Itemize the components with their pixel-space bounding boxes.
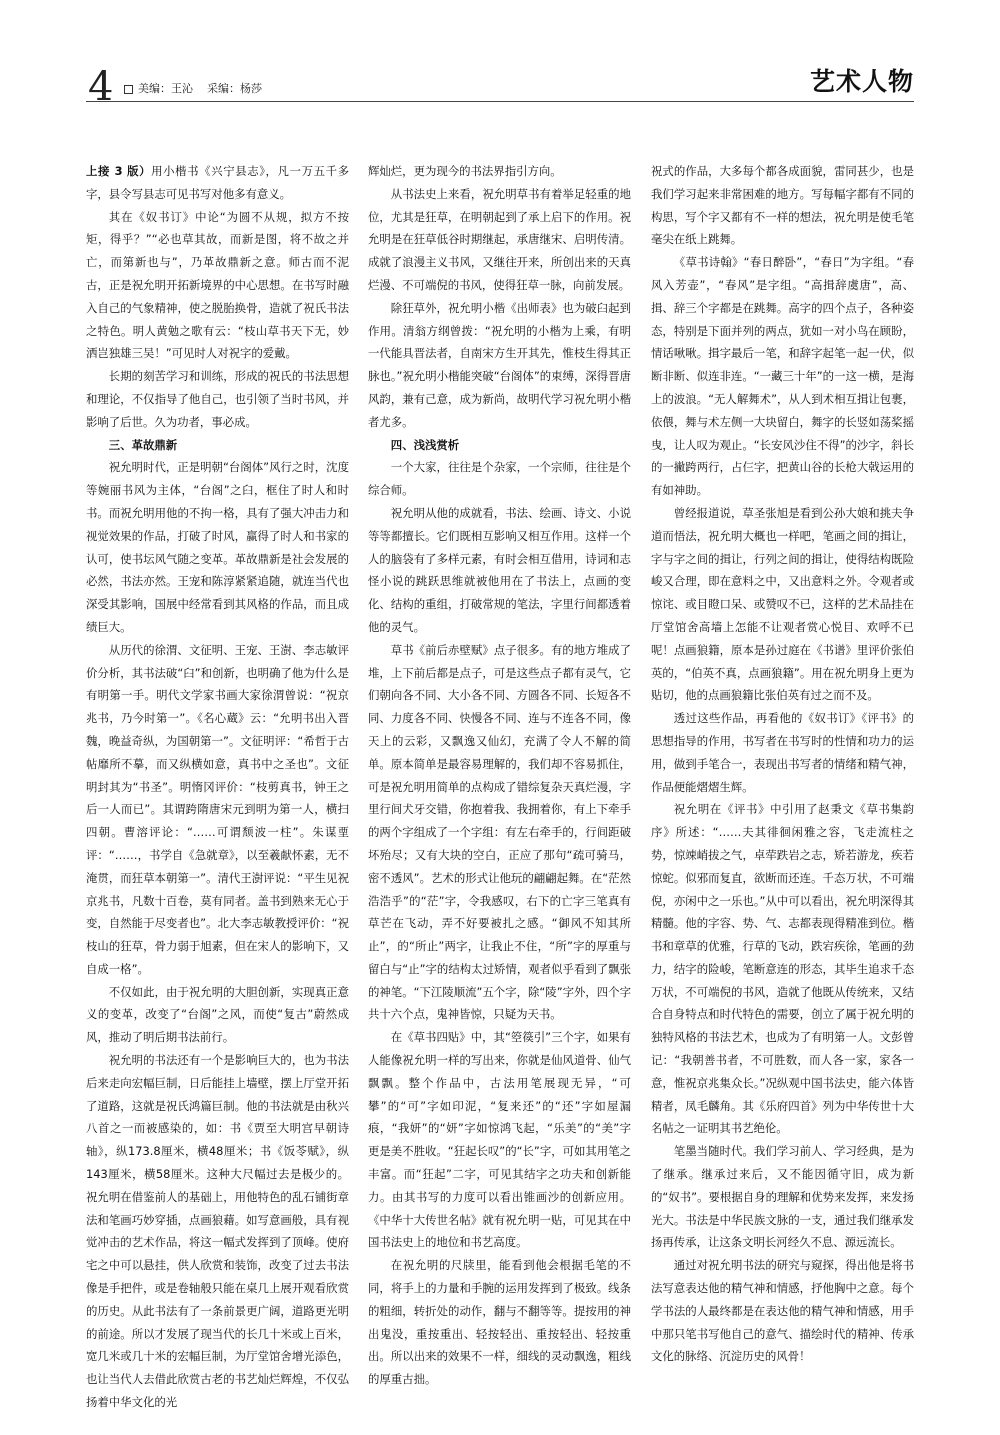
editor-credits	[124, 80, 262, 96]
article-paragraph: 从书法史上来看，祝允明草书有着举足轻重的地位，尤其是狂草，在明朝起到了承上启下的作用。祝允明是在狂草低谷时期继起，承唐继宋、启明传清。成就了浪漫主义书风，又继往开来，所创出来的天真烂漫、不可端倪的书风，使得狂草一脉，向前发展。	[368, 186, 631, 292]
article-paragraph: 长期的刻苦学习和训练，形成的祝氏的书法思想和理论，不仅指导了他自己，也引领了当时书风，并影响了后世。久为功者，事必成。	[86, 369, 349, 429]
section-heading: 三、革故鼎新	[108, 437, 178, 452]
article-paragraph: 透过这些作品，再看他的《奴书订》《评书》的思想指导的作用，书写者在书写时的性情和功力的运用，做到手笔合一，表现出书写者的情绪和精气神，作品便能熠熠生辉。	[651, 711, 914, 794]
article-column-2	[368, 160, 631, 1390]
article-paragraph: 祝允明从他的成就看，书法、绘画、诗文、小说等等都擅长。它们既相互影响又相互作用。这样一个人的脑袋有了多样元素，有时会相互借用，诗词和志怪小说的跳跃思维就被他用在了书法上，点画的变化、结构的重组，打破常规的笔法，字里行间都透着他的灵气。	[368, 505, 631, 634]
interview-editor: 采编：杨莎	[207, 82, 262, 95]
article-paragraph: 《草书诗翰》“春日醉卧”，“春日”为字组。“春风入芳壶”，“春风”是字组。“高揖辞虞唐”，高、揖、辞三个字都是在跳舞。高字的四个点子，各种姿态，特别是下面并列的两点，犹如一对小鸟在顾盼，情话啾啾。揖字最后一笔，和辞字起笔一起一伏，似断非断、似连非连。“一藏三十年”的一这一横，是海上的波浪。“无人解舞术”，从人到术相互揖让包裹，依偎，舞与术左侧一大块留白，舞字的长竖如荡桨摇曳，让人叹为观止。“长安风沙住不得”的沙字，斜长的一撇跨两行，占仨字，把黄山谷的长枪大戟运用的有如神助。	[651, 255, 914, 498]
article-paragraph: 祝式的作品，大多每个都各成面貌，雷同甚少，也是我们学习起来非常困难的地方。写每幅字都有不同的构思，写个字又都有不一样的想法，祝允明是使毛笔毫尖在纸上跳舞。	[651, 164, 914, 247]
article-paragraph: 草书《前后赤壁赋》点子很多。有的地方堆成了堆，上下前后都是点子，可是这些点子都有灵气，它们朝向各不同、大小各不同、方圆各不同、长短各不同、力度各不同、快慢各不同、连与不连各不同，像天上的云彩，又飘逸又仙幻，充满了令人不解的简单。原本简单是最容易理解的，我们却不容易抓住，可是祝允明用简单的点构成了错综复杂天真烂漫，字里行间犬牙交错，你抱着我、我拥着你，有上下牵手的两个字组成了一个字组：有左右牵手的，行间距破坏殆尽；又有大块的空白，正应了那句“疏可骑马，密不透风”。艺术的形式让他玩的翩翩起舞。在“茫然浩浩乎”的“茫”字，令我感叹，右下的亡字三笔真有草芒在飞动，弄不好要被扎之感。“御风不知其所止”，的“所止”两字，让我止不住，“所”字的厚重与留白与“止”字的结构太过矫情，观者似乎看到了飘张的神笔。“下江陵顺流”五个字，除“陵”字外，四个字共十六个点，鬼神皆惊，只疑为天书。	[368, 642, 631, 1022]
article-paragraph: 曾经报道说，草圣张旭是看到公孙大娘和挑夫争道而悟法，祝允明大概也一样吧，笔画之间的揖让，字与字之间的揖让，行列之间的揖让，使得结构既险峻又合理，即在意料之中，又出意料之外。令观者或惊诧、或目瞪口呆、或赞叹不已，这样的艺术品挂在厅堂馆舍高墙上怎能不让观者赏心悦目、欢呼不已呢！点画狼籍，原本是孙过庭在《书谱》里评价张伯英的，“伯英不真，点画狼籍”。用在祝允明身上更为贴切，他的点画狼籍比张伯英有过之而不及。	[651, 505, 914, 703]
page-number: 4	[88, 64, 114, 110]
article-column-3	[651, 160, 914, 1390]
article-paragraph: 从历代的徐渭、文征明、王宠、王澍、李志敏评价分析，其书法破“臼”和创新，也明确了他为什么是有明第一手。明代文学家书画大家徐渭曾说：“祝京兆书，乃今时第一”。《名心蔵》云：“允明书出入晋魏，晚益奇纵，为国朝第一”。文征明评：“希哲于古帖靡所不摹，而又纵横如意，真书中之圣也”。文征明封其为“书圣”。明惰冈评价：“枝剪真书，钟王之后一人而已”。其谓跨隋唐宋元到明为第一人，横扫四朝。曹溶评论：“……可谓颓波一柱”。朱谋垔评：“……，书学自《急就章》，以至羲献怀素，无不淹贯，而狂草本朝第一”。清代王澍评说：“平生见祝京兆书，凡数十百卷，莫有同者。盖书到熟来无心于变，自然能于尽变者也”。北大李志敏教授评价：“祝枝山的狂草，骨力弱于旭素，但在宋人的影响下，又自成一格”。	[86, 642, 349, 976]
square-bullet-icon	[124, 85, 133, 94]
article-paragraph: 祝允明时代，正是明朝“台阁体”风行之时，沈度等婉丽书风为主体，“台阁”之臼，框住了时人和时书。而祝允明用他的不拘一格，具有了强大冲击力和视觉效果的作品，打破了时风，赢得了时人和书家的认可，使书坛风气随之变革。革故鼎新是社会发展的必然，书法亦然。王宠和陈淳紧紧追随，就连当代也深受其影响，国展中经常看到其风格的作品，而且成绩巨大。	[86, 460, 349, 634]
article-paragraph: 其在《奴书订》中论“为圆不从规，拟方不按矩，得乎？”“必也草其故，而新是图，将不故之并亡，而第新也与”，乃革故鼎新之意。师古而不泥古，正是祝允明开拓新境界的中心思想。在书写时融入自己的气象精神，使之脱胎换骨，造就了祝氏书法之特色。明人黄勉之歌有云：“枝山草书天下无，妙洒岂独雄三吴！”可见时人对祝字的爱戴。	[86, 209, 349, 361]
section-title: 艺术人物	[809, 67, 914, 96]
article-paragraph: 不仅如此，由于祝允明的大胆创新，实现真正意义的变革，改变了“台阁”之风，而使“复古”蔚然成风，推动了明后期书法前行。	[86, 984, 349, 1045]
article-paragraph: 在祝允明的尺牍里，能看到他会根据毛笔的不同，将手上的力量和手腕的运用发挥到了极致。线条的粗细，转折处的动作，翻与不翻等等。提按用的神出鬼没，重按重出、轻按轻出、重按轻出、轻按重出。所以出来的效果不一样，细线的灵动飘逸，粗线的厚重古拙。	[368, 1258, 631, 1387]
article-column-1	[86, 160, 349, 1410]
article-paragraph: 在《草书四贴》中，其“箜篌引”三个字，如果有人能像祝允明一样的写出来，你就是仙风道骨、仙气飘飘。整个作品中，古法用笔展现无异，“可攀”的“可”字如印泥，“复来还”的“还”字如屋漏痕，“我妍”的“妍”字如惊鸿飞起，“乐美”的“美”字更是美不胜收。“狂起长叹”的“长”字，可如其用笔之丰富。而“狂起”二字，可见其结字之功夫和创新能力。由其书写的力度可以看出锥画沙的创新应用。《中华十大传世名帖》就有祝允明一贴，可见其在中国书法史上的地位和书艺高度。	[368, 1030, 631, 1250]
article-paragraph: 一个大家，往往是个杂家，一个宗师，往往是个综合师。	[368, 460, 631, 498]
continued-from-label: 上接 3 版）	[86, 164, 152, 178]
article-paragraph: 辉灿烂，更为现今的书法界指引方向。	[368, 164, 562, 178]
article-paragraph: 祝允明的书法还有一个是影响巨大的，也为书法后来走向宏幅巨制，日后能挂上墙壁，摆上厅堂开拓了道路，这就是祝氏鸿篇巨制。他的书法就是由秋兴八首之一而被感染的，如：书《贾至大明宫早朝诗轴》，纵173.8厘米，横48厘米；书《饭苓赋》，纵143厘米，横58厘米。这种大尺幅过去是极少的。祝允明在借鉴前人的基础上，用他特色的乱石铺街章法和笔画巧妙穿插，点画狼藉。如写意画般，具有视觉冲击的艺术作品，将这一幅式发挥到了顶峰。使府宅之中可以悬挂，供人欣赏和装饰，改变了过去书法像是手把件，或是卷轴般只能在桌几上展开观看欣赏的历史。从此书法有了一条前景更广阔，道路更光明的前途。所以才发展了现当代的长几十米或上百米，宽几米或几十米的宏幅巨制，为厅堂馆舍增光添色，也让当代人去借此欣赏古老的书艺灿烂辉煌，不仅弘扬着中华文化的光	[86, 1053, 349, 1410]
art-editor: 美编：王沁	[138, 82, 193, 95]
article-paragraph: 除狂草外，祝允明小楷《出师表》也为破臼起到作用。清翁方纲曾拨：“祝允明的小楷为上乘，有明一代能具晋法者，自南宋方生开其先，惟枝生得其正脉也。”祝允明小楷能突破“台阁体”的束缚，深得晋唐风韵，兼有己意，成为新尚，故明代学习祝允明小楷者尤多。	[368, 300, 631, 429]
article-paragraph: 上接 3 版）用小楷书《兴宁县志》，凡一万五千多字，县令写县志可见书写对他多有意义。	[86, 164, 349, 201]
section-heading: 四、浅浅赏析	[390, 437, 460, 452]
article-paragraph: 笔墨当随时代。我们学习前人、学习经典，是为了继承。继承过来后，又不能因循守旧，成为新的“奴书”。要根据自身的理解和优势来发挥，来发扬光大。书法是中华民族文脉的一支，通过我们继承发扬再传承，让这条文明长河经久不息、源远流长。	[651, 1144, 914, 1250]
header-divider	[86, 101, 914, 102]
article-paragraph: 通过对祝允明书法的研究与窥探，得出他是将书法写意表达他的精气神和情感，抒他胸中之意。每个学书法的人最终都是在表达他的精气神和情感，用手中那只笔书写他自己的意气、描绘时代的精神、传承文化的脉络、沉淀历史的风骨！	[651, 1258, 914, 1364]
article-paragraph: 祝允明在《评书》中引用了赵秉文《草书集韵序》所述：“……夫其徘徊闲雅之容，飞走流柱之势，惊竦峭拔之气，卓荦跌岩之志，矫若游龙，疾若惊蛇。似邪而复直，欲断而还连。千态万状，不可端倪，亦闲中之一乐也。”从中可以看出，祝允明深得其精髓。他的字容、势、气、志都表现得精准到位。楷书和章草的优雅，行草的飞动，跌宕疾徐，笔画的劲力，结字的险峻，笔断意连的形态，其毕生追求千态万状，不可端倪的书风，造就了他既从传统来，又结合自身特点和时代特色的需要，创立了属于祝允明的独特风格的书法艺术，也成为了有明第一人。文彭曾记：“我朝善书者，不可胜数，而人各一家，家各一意，惟祝京兆集众长。”况纵观中国书法史，能六体皆精者，凤毛麟角。其《乐府四首》列为中华传世十大名帖之一证明其书艺绝伦。	[651, 802, 914, 1136]
